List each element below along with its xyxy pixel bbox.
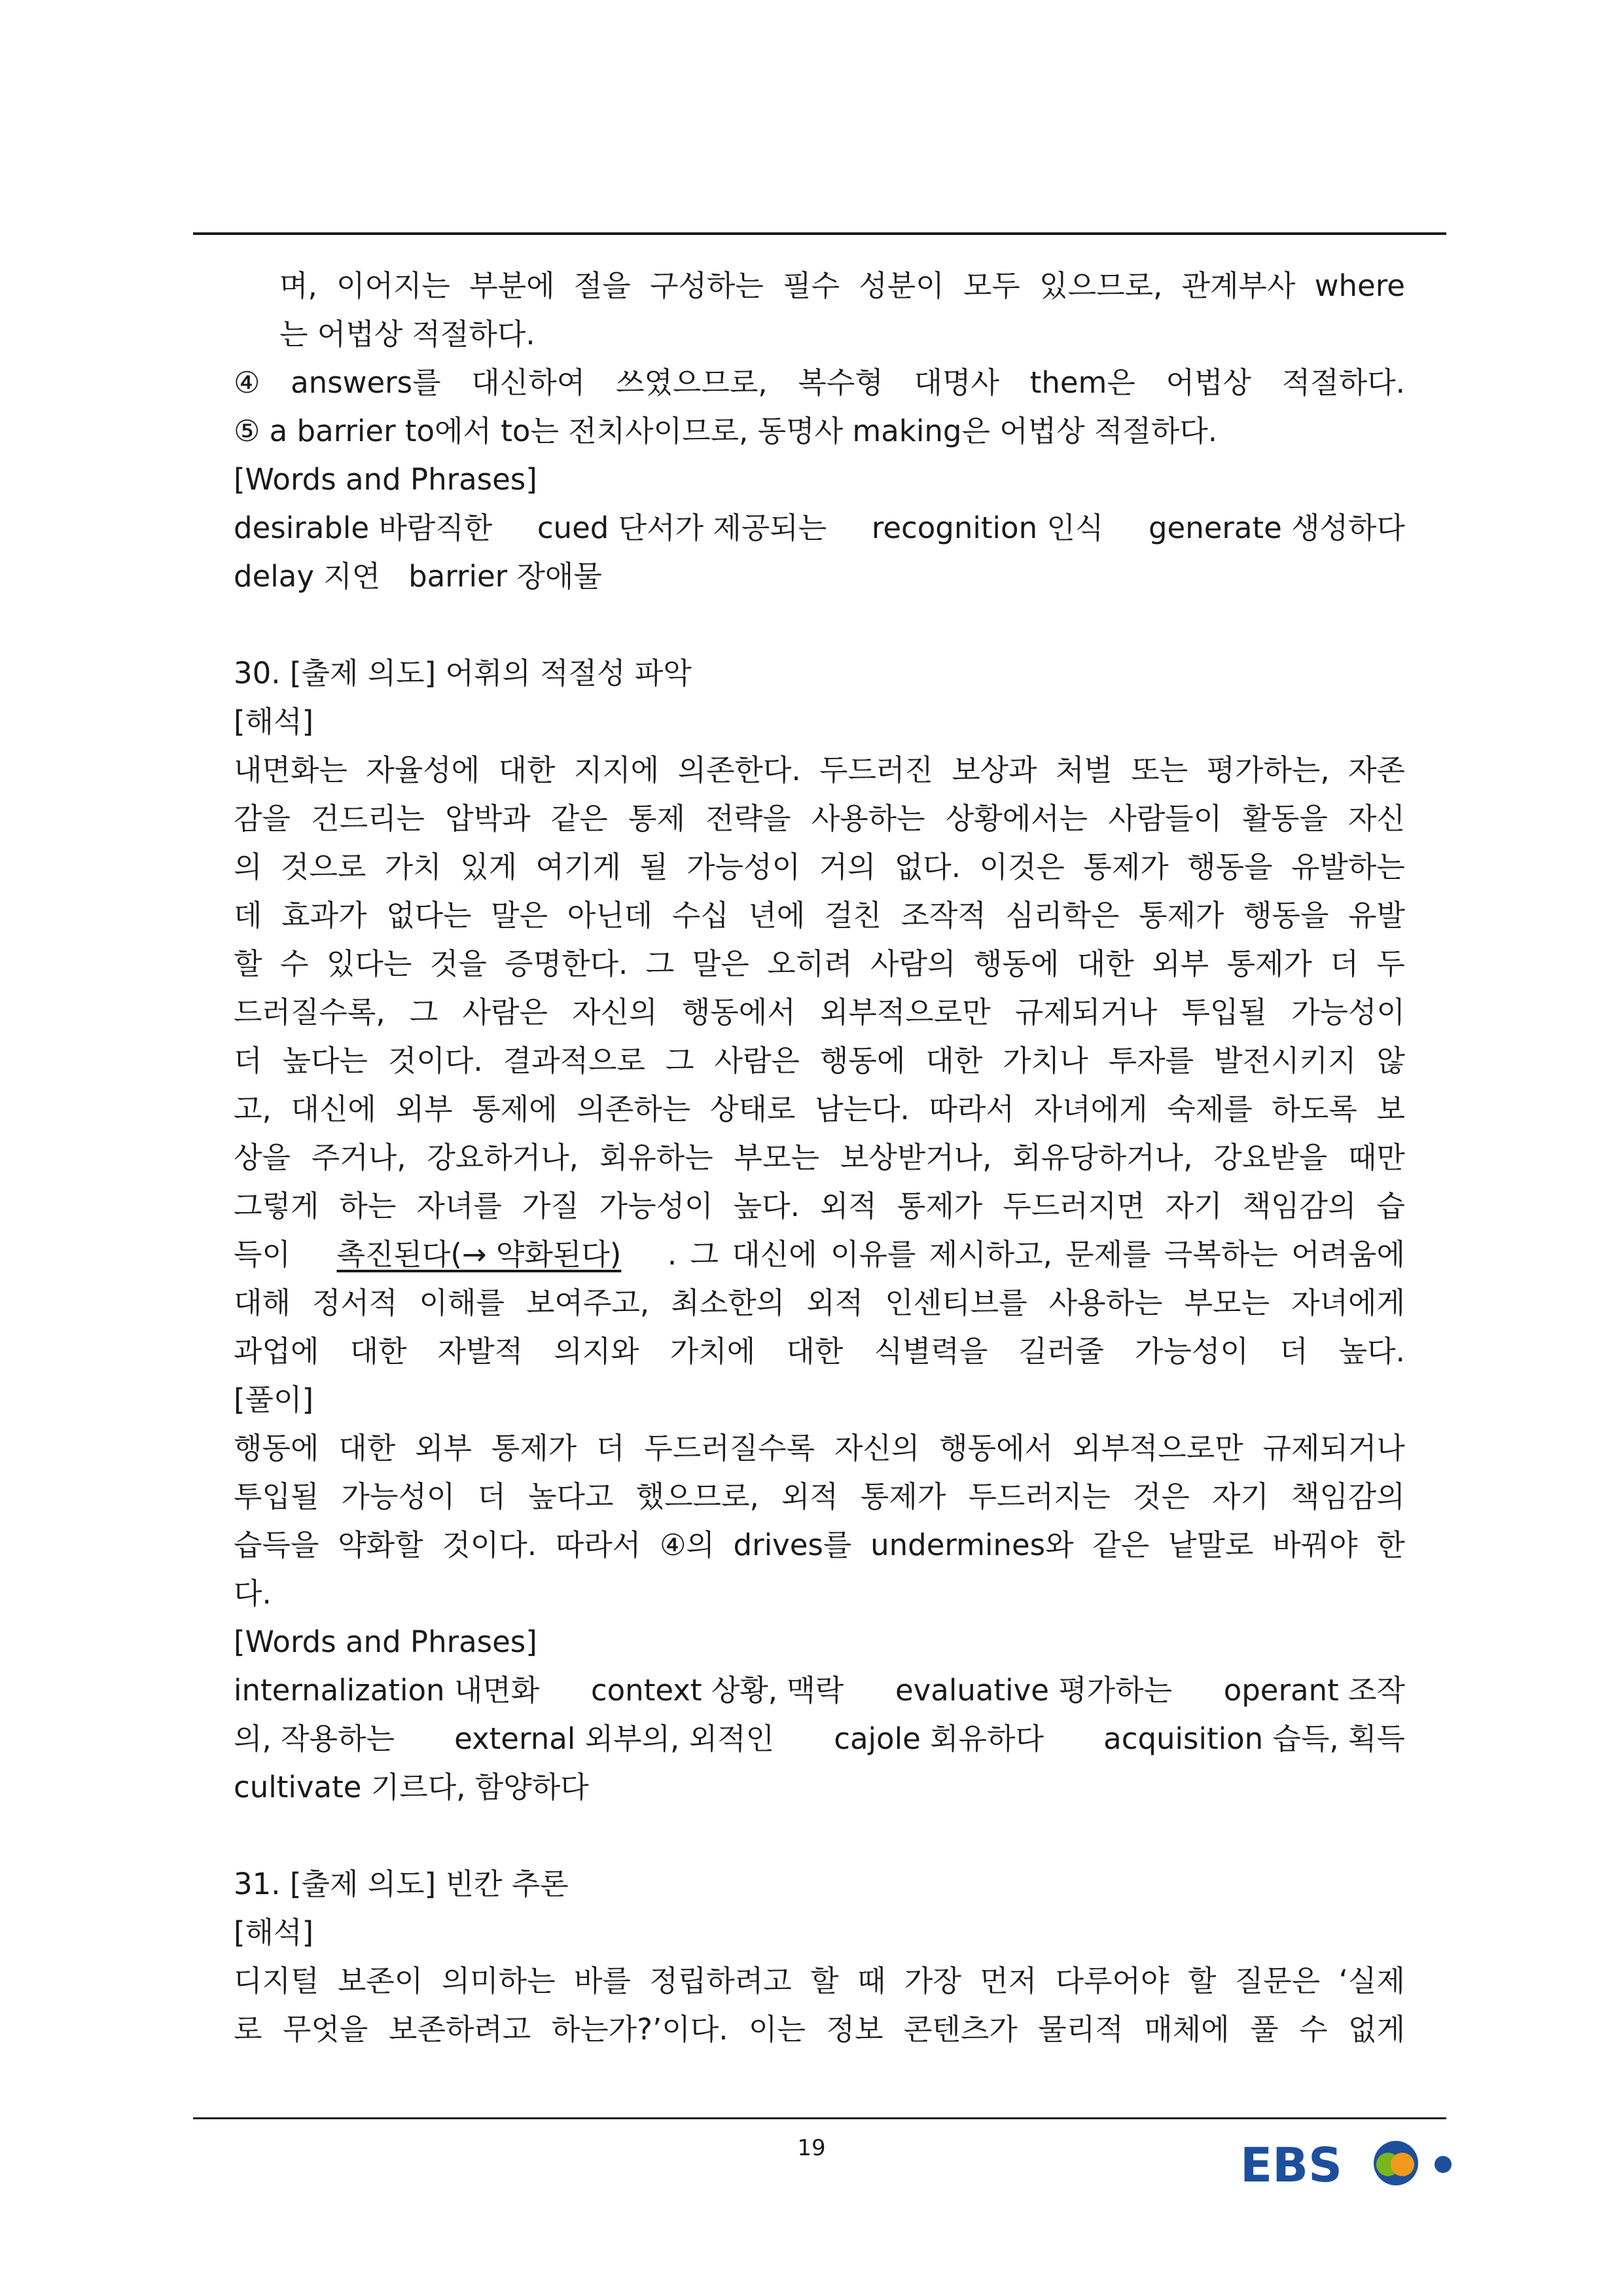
word: acquisition 습득, 획득	[1103, 1721, 1405, 1756]
sec29-words-heading: [Words and Phrases]	[234, 462, 537, 497]
word: cajole 회유하다	[834, 1721, 1044, 1756]
sec30-haeseok-line-5: 할 수 있다는 것을 증명한다. 그 말은 오히려 사람의 행동에 대한 외부 통제가 더 두	[234, 946, 1405, 981]
word: 관계부사	[1181, 268, 1296, 303]
sec31-haeseok-line-1: 디지털 보존이 의미하는 바를 정립하려고 할 때 가장 먼저 다루어야 할 질문은 ‘실제	[234, 1964, 1405, 1998]
sec30-haeseok-line-10: 그렇게 하는 자녀를 가질 가능성이 높다. 외적 통제가 두드러지면 자기 책임감의 습	[234, 1189, 1405, 1223]
sec31-haeseok-label: [해석]	[234, 1915, 314, 1950]
word: 있으므로,	[1039, 268, 1163, 303]
word: recognition 인식	[871, 511, 1104, 545]
header-rule	[193, 232, 1446, 235]
sec30-haeseok-label: [해석]	[234, 704, 314, 739]
sec29-words-line-1	[234, 504, 1405, 552]
sec30-haeseok-line-11	[234, 1230, 1405, 1279]
word: 구성하는	[649, 268, 764, 303]
ebs-logo-text: EBS	[1240, 2138, 1342, 2193]
footer-rule	[193, 2117, 1446, 2119]
word: 부분에	[469, 268, 555, 303]
sec30-haeseok-line-7: 더 높다는 것이다. 결과적으로 그 사람은 행동에 대한 가치나 투자를 발전시키지 않	[234, 1043, 1405, 1078]
sec31-title: 31. [출제 의도] 빈칸 추론	[234, 1867, 569, 1901]
word: evaluative 평가하는	[895, 1673, 1173, 1708]
document-body	[234, 262, 1405, 2054]
word: desirable 바람직한	[234, 511, 493, 545]
sec30-haeseok-line-4: 데 효과가 없다는 말은 아닌데 수십 년에 걸친 조작적 심리학은 통제가 행동을 유발	[234, 898, 1405, 933]
sec30-pul-paragraph	[234, 1424, 1405, 1570]
sec30-haeseok-line-2: 감을 건드리는 압박과 같은 통제 전략을 사용하는 상황에서는 사람들이 활동을 자신	[234, 801, 1405, 836]
logo-dot-icon	[1435, 2156, 1452, 2173]
word: 이어지는	[336, 268, 450, 303]
sec31-haeseok-line-2: 로 무엇을 보존하려고 하는가?’이다. 이는 정보 콘텐츠가 물리적 매체에 풀 수 없게	[234, 2012, 1405, 2047]
sec29-line-1	[234, 262, 1405, 310]
sec30-l11-post: . 그 대신에 이유를 제시하고, 문제를 극복하는 어려움에	[667, 1237, 1405, 1272]
sec30-words-heading: [Words and Phrases]	[234, 1624, 537, 1659]
word: generate 생성하다	[1148, 511, 1405, 545]
sec30-haeseok-line-8: 고, 대신에 외부 통제에 의존하는 상태로 남는다. 따라서 자녀에게 숙제를 하도록 보	[234, 1092, 1405, 1126]
logo-orange-icon	[1391, 2153, 1414, 2176]
sec30-pul-line-3: 습득을 약화할 것이다. 따라서 ④의 drives를 undermines와 같은 낱말로 바꿔야 한	[234, 1528, 1405, 1562]
word: 의, 작용하는	[234, 1721, 395, 1756]
sec30-words-line-1	[234, 1666, 1405, 1715]
sec29-line-2: 는 어법상 적절하다.	[279, 317, 535, 351]
sec30-title: 30. [출제 의도] 어휘의 적절성 파악	[234, 656, 692, 691]
sec30-haeseok-line-1: 내면화는 자율성에 대한 지지에 의존한다. 두드러진 보상과 처벌 또는 평가하는, 자존	[234, 753, 1405, 787]
sec30-pul-line-2: 투입될 가능성이 더 높다고 했으므로, 외적 통제가 두드러지는 것은 자기 책임감의	[234, 1479, 1405, 1514]
sec30-haeseok-b-line-1: 대해 정서적 이해를 보여주고, 최소한의 외적 인센티브를 사용하는 부모는 자녀에게	[234, 1285, 1405, 1320]
word: cued 단서가 제공되는	[537, 511, 827, 545]
word: 며,	[279, 268, 317, 303]
sec30-haeseok-b-line-2: 과업에 대한 자발적 의지와 가치에 대한 식별력을 길러줄 가능성이 더 높다.	[234, 1334, 1405, 1369]
sec30-words-line-2	[234, 1715, 1405, 1763]
sec30-haeseok-line-9: 상을 주거나, 강요하거나, 회유하는 부모는 보상받거나, 회유당하거나, 강요받을 때만	[234, 1140, 1405, 1175]
word: internalization 내면화	[234, 1673, 540, 1708]
sec30-pul-last: 다.	[234, 1576, 272, 1611]
sec30-haeseok-paragraph	[234, 746, 1405, 1230]
sec29-line-4: ⑤ a barrier to에서 to는 전치사이므로, 동명사 making은 어법상 적절하다.	[234, 414, 1218, 448]
word: operant 조작	[1223, 1673, 1405, 1708]
sec30-words-line-3: cultivate 기르다, 함양하다	[234, 1770, 589, 1804]
sec30-haeseok-paragraph-b	[234, 1279, 1405, 1376]
sec30-pul-line-1: 행동에 대한 외부 통제가 더 두드러질수록 자신의 행동에서 외부적으로만 규제되거나	[234, 1431, 1405, 1465]
sec30-haeseok-line-3: 의 것으로 가치 있게 여기게 될 가능성이 거의 없다. 이것은 통제가 행동을 유발하는	[234, 850, 1405, 884]
sec30-pul-label: [풀이]	[234, 1382, 314, 1417]
page-number: 19	[797, 2135, 826, 2161]
sec30-haeseok-line-6: 드러질수록, 그 사람은 자신의 행동에서 외부적으로만 규제되거나 투입될 가능성이	[234, 995, 1405, 1030]
sec31-haeseok-paragraph	[234, 1957, 1405, 2054]
sec30-l11-pre: 득이	[234, 1237, 291, 1272]
sec29-line-3: ④ answers를 대신하여 쓰였으므로, 복수형 대명사 them은 어법상 적절하다.	[234, 365, 1405, 400]
word: 필수	[783, 268, 840, 303]
word: external 외부의, 외적인	[454, 1721, 775, 1756]
word: 절을	[573, 268, 631, 303]
word: 성분이	[859, 268, 944, 303]
word: where	[1314, 268, 1405, 303]
sec29-words-line-2: delay 지연 barrier 장애물	[234, 559, 602, 594]
word: 모두	[963, 268, 1020, 303]
underlined-answer: 촉진된다(→ 약화된다)	[336, 1237, 622, 1272]
word: context 상황, 맥락	[590, 1673, 844, 1708]
ebs-logo	[1240, 2130, 1463, 2196]
